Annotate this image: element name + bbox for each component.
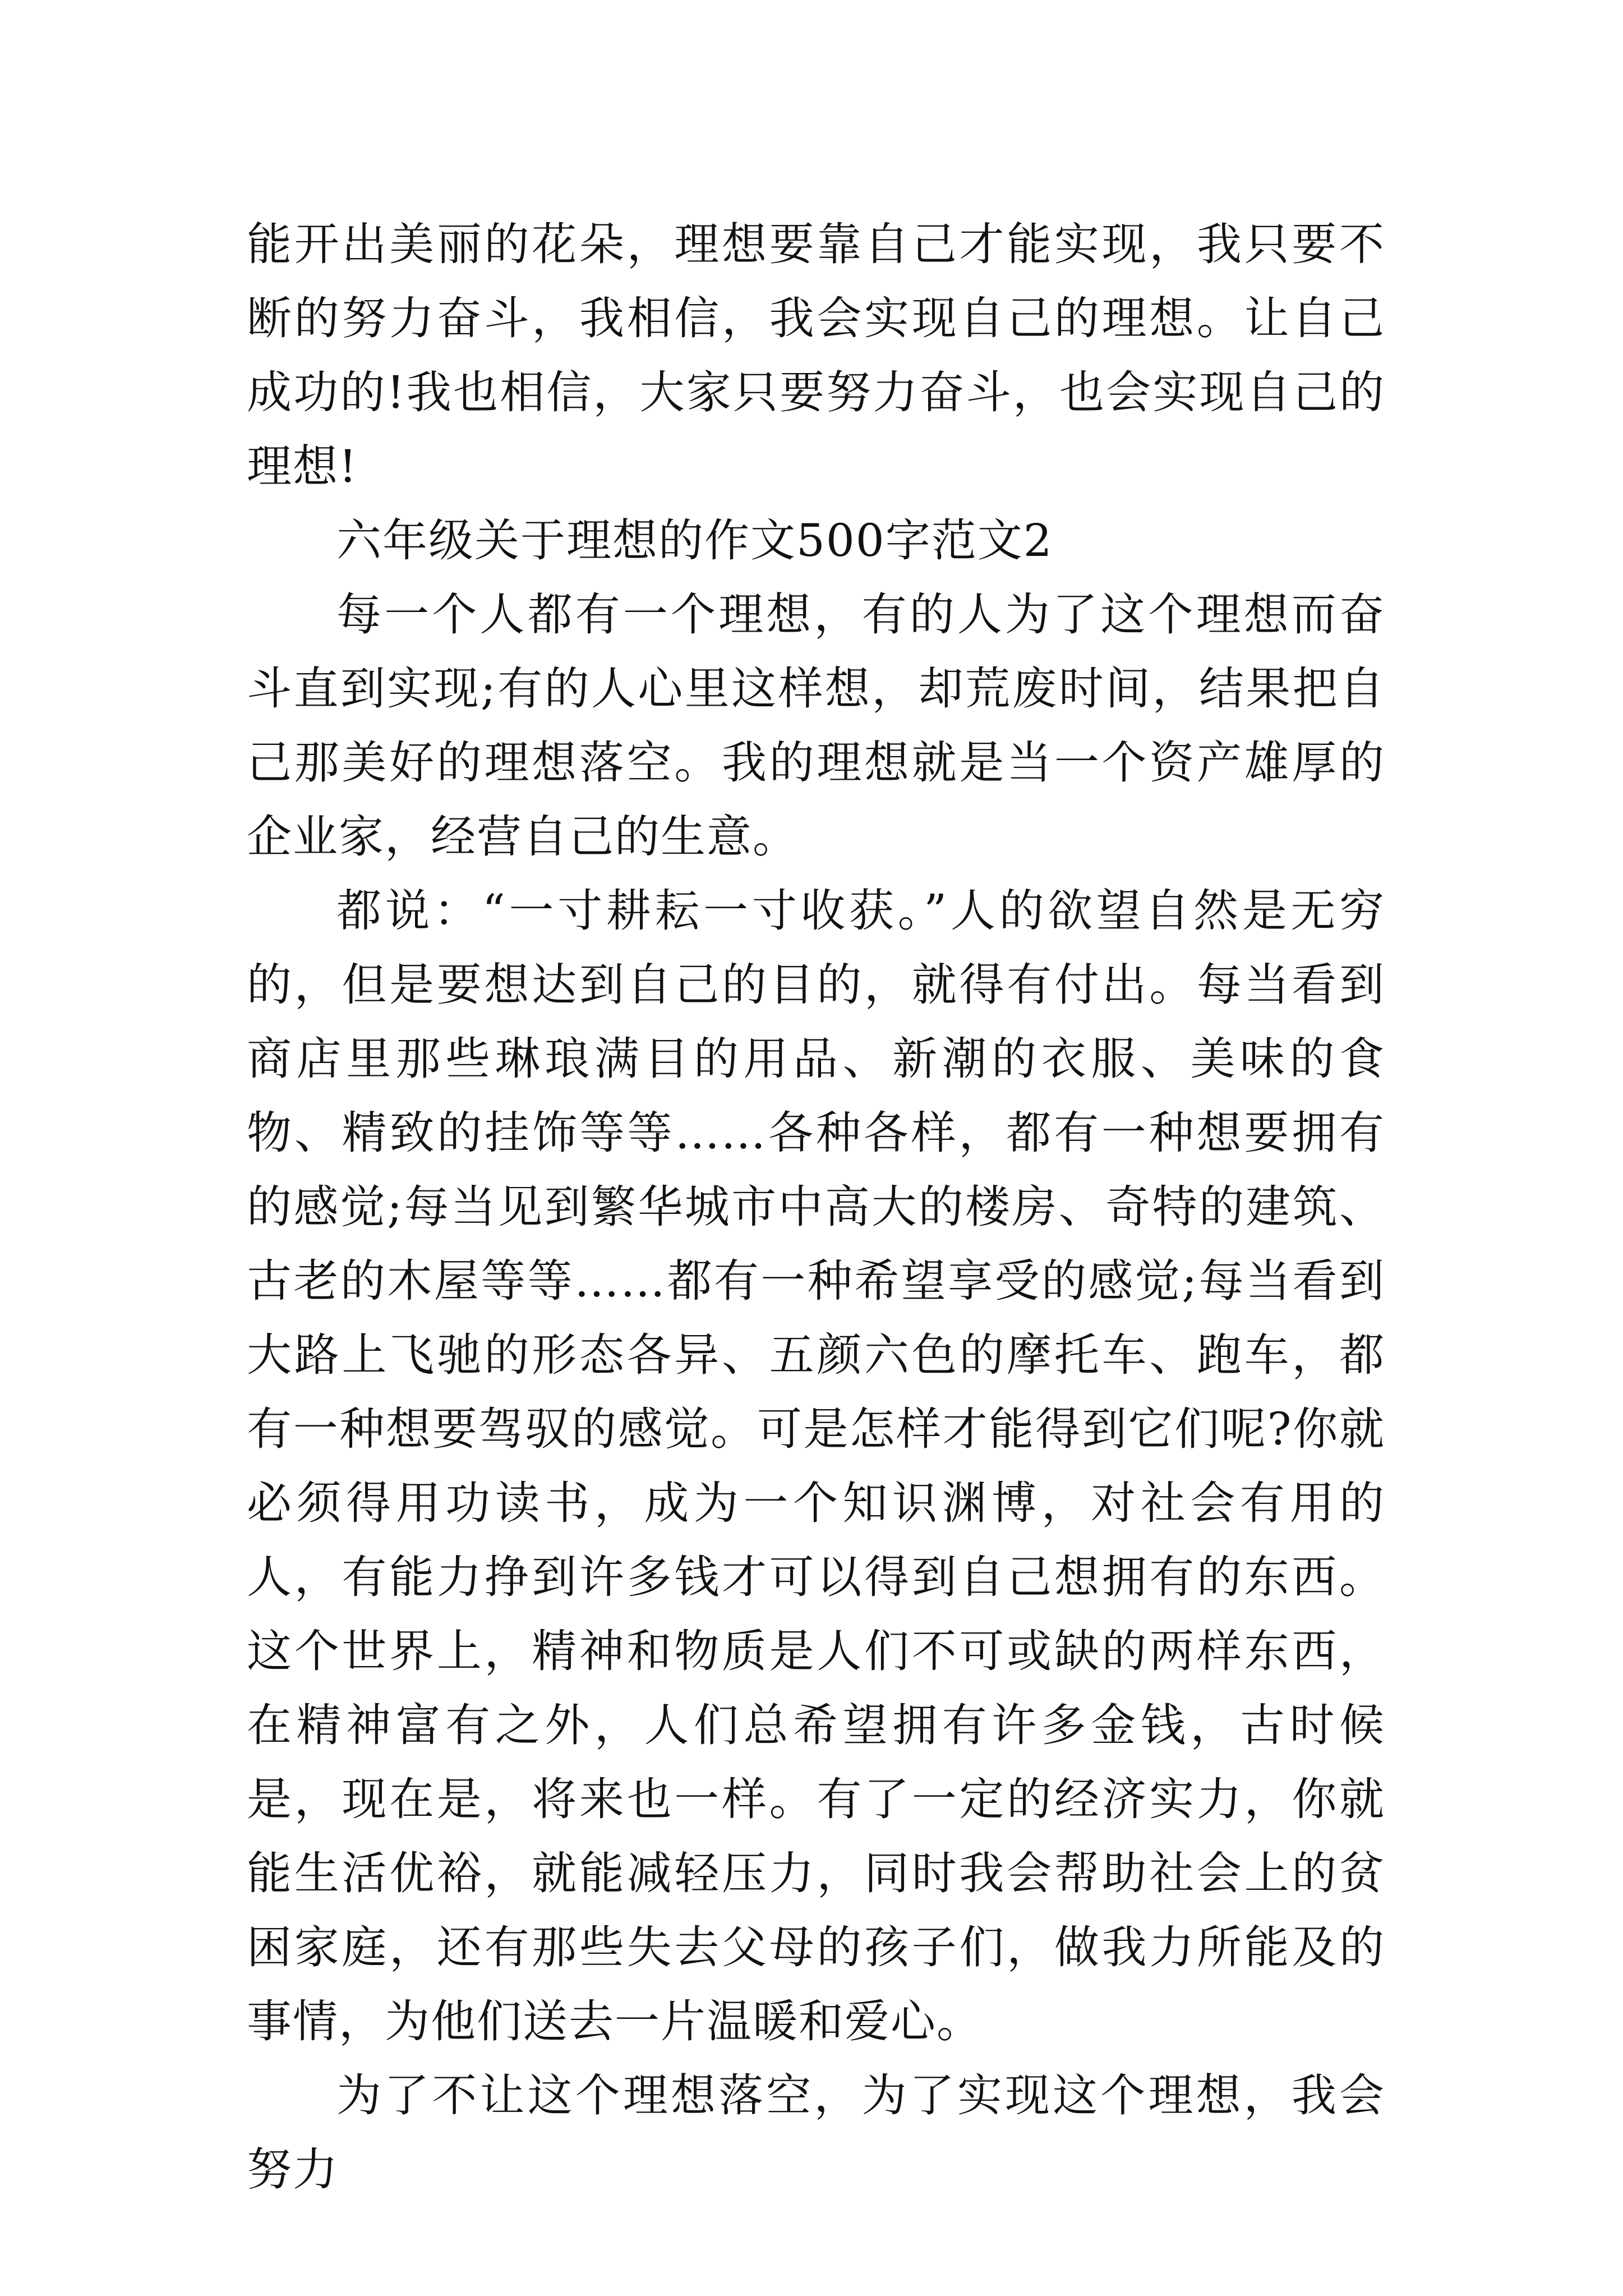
essay-text xyxy=(247,208,1385,2207)
paragraph: 都说：“一寸耕耘一寸收获。”人的欲望自然是无穷的，但是要想达到自己的目的，就得有付出。每当看到商店里那些琳琅满目的用品、新潮的衣服、美味的食物、精致的挂饰等等……各种各样，都有一种想要拥有的感觉;每当见到繁华城市中高大的楼房、奇特的建筑、古老的木屋等等……都有一种希望享受的感觉;每当看到大路上飞驰的形态各异、五颜六色的摩托车、跑车，都有一种想要驾驭的感觉。可是怎样才能得到它们呢?你就必须得用功读书，成为一个知识渊博，对社会有用的人，有能力挣到许多钱才可以得到自己想拥有的东西。这个世界上，精神和物质是人们不可或缺的两样东西，在精神富有之外，人们总希望拥有许多金钱，古时候是，现在是，将来也一样。有了一定的经济实力，你就能生活优裕，就能减轻压力，同时我会帮助社会上的贫困家庭，还有那些失去父母的孩子们，做我力所能及的事情，为他们送去一片温暖和爱心。 xyxy=(247,885,1385,2047)
paragraph-continuation: 能开出美丽的花朵，理想要靠自己才能实现，我只要不断的努力奋斗，我相信，我会实现自己的理想。让自己成功的!我也相信，大家只要努力奋斗，也会实现自己的理想! xyxy=(247,218,1385,493)
paragraph: 每一个人都有一个理想，有的人为了这个理想而奋斗直到实现;有的人心里这样想，却荒废时间，结果把自己那美好的理想落空。我的理想就是当一个资产雄厚的企业家，经营自己的生意。 xyxy=(247,588,1385,863)
paragraph: 为了不让这个理想落空，为了实现这个理想，我会努力 xyxy=(247,2069,1385,2196)
essay-heading: 六年级关于理想的作文500字范文2 xyxy=(336,514,1053,567)
